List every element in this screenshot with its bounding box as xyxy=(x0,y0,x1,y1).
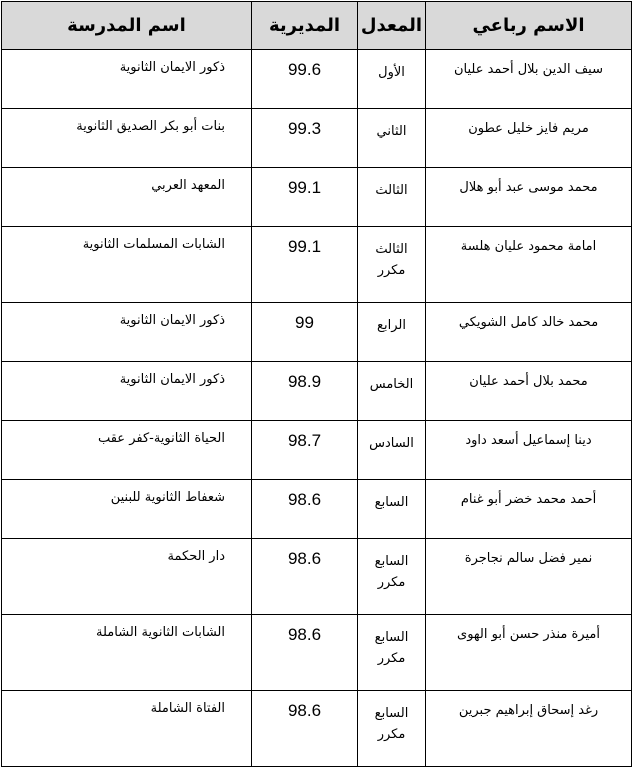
table-row xyxy=(2,421,632,480)
table-row xyxy=(2,50,632,109)
student-name: نمير فضل سالم نجاجرة xyxy=(426,539,632,615)
student-name: أحمد محمد خضر أبو غنام xyxy=(426,480,632,539)
rank-note: مكرر xyxy=(377,727,406,742)
directorate-score: 99.1 xyxy=(252,168,358,227)
student-name: رغد إسحاق إبراهيم جبرين xyxy=(426,691,632,767)
rank-label: السادس xyxy=(369,436,414,451)
table-row xyxy=(2,539,632,615)
rank-note: مكرر xyxy=(377,575,406,590)
student-name: محمد موسى عبد أبو هلال xyxy=(426,168,632,227)
directorate-score: 98.6 xyxy=(252,691,358,767)
rank-cell xyxy=(358,303,426,362)
directorate-score: 98.6 xyxy=(252,480,358,539)
rank-label: الثالث xyxy=(375,183,408,198)
student-name: محمد خالد كامل الشويكي xyxy=(426,303,632,362)
school-name: الشابات المسلمات الثانوية xyxy=(2,227,252,303)
header-school: اسم المدرسة xyxy=(2,2,252,50)
table-body xyxy=(2,50,632,767)
rank-note: مكرر xyxy=(377,651,406,666)
school-name: الفتاة الشاملة xyxy=(2,691,252,767)
rank-cell xyxy=(358,539,426,615)
rank-label: الرابع xyxy=(377,318,406,333)
rank-cell xyxy=(358,50,426,109)
table-row xyxy=(2,303,632,362)
school-name: ذكور الايمان الثانوية xyxy=(2,303,252,362)
rank-label: الثالث xyxy=(375,242,408,257)
directorate-score: 98.7 xyxy=(252,421,358,480)
rank-cell xyxy=(358,168,426,227)
table-row xyxy=(2,480,632,539)
table-row xyxy=(2,168,632,227)
rank-label: السابع xyxy=(374,554,409,569)
student-name: سيف الدين بلال أحمد عليان xyxy=(426,50,632,109)
student-name: مريم فايز خليل عطون xyxy=(426,109,632,168)
school-name: دار الحكمة xyxy=(2,539,252,615)
table-row xyxy=(2,227,632,303)
school-name: شعفاط الثانوية للبنين xyxy=(2,480,252,539)
rank-cell xyxy=(358,421,426,480)
rank-label: السابع xyxy=(374,495,409,510)
rank-label: السابع xyxy=(374,630,409,645)
school-name: ذكور الايمان الثانوية xyxy=(2,362,252,421)
school-name: بنات أبو بكر الصديق الثانوية xyxy=(2,109,252,168)
rank-cell xyxy=(358,109,426,168)
rank-label: الخامس xyxy=(369,377,414,392)
student-name: دينا إسماعيل أسعد داود xyxy=(426,421,632,480)
directorate-score: 98.6 xyxy=(252,539,358,615)
table-row xyxy=(2,109,632,168)
school-name: الحياة الثانوية-كفر عقب xyxy=(2,421,252,480)
directorate-score: 99.6 xyxy=(252,50,358,109)
rank-cell xyxy=(358,615,426,691)
school-name: ذكور الايمان الثانوية xyxy=(2,50,252,109)
rank-cell xyxy=(358,480,426,539)
header-directorate: المديرية xyxy=(252,2,358,50)
rank-note: مكرر xyxy=(377,263,406,278)
directorate-score: 98.9 xyxy=(252,362,358,421)
school-name: المعهد العربي xyxy=(2,168,252,227)
rank-cell xyxy=(358,362,426,421)
rank-cell xyxy=(358,227,426,303)
header-row xyxy=(2,2,632,50)
directorate-score: 99.3 xyxy=(252,109,358,168)
table-row xyxy=(2,691,632,767)
student-name: أميرة منذر حسن أبو الهوى xyxy=(426,615,632,691)
rank-label: السابع xyxy=(374,706,409,721)
school-name: الشابات الثانوية الشاملة xyxy=(2,615,252,691)
directorate-score: 99 xyxy=(252,303,358,362)
student-name: امامة محمود عليان هلسة xyxy=(426,227,632,303)
rank-cell xyxy=(358,691,426,767)
results-table xyxy=(1,1,632,767)
rank-label: الثاني xyxy=(376,124,407,139)
table-row xyxy=(2,615,632,691)
directorate-score: 98.6 xyxy=(252,615,358,691)
rank-label: الأول xyxy=(378,65,405,80)
header-rate: المعدل xyxy=(358,2,426,50)
directorate-score: 99.1 xyxy=(252,227,358,303)
table-row xyxy=(2,362,632,421)
header-name: الاسم رباعي xyxy=(426,2,632,50)
student-name: محمد بلال أحمد عليان xyxy=(426,362,632,421)
